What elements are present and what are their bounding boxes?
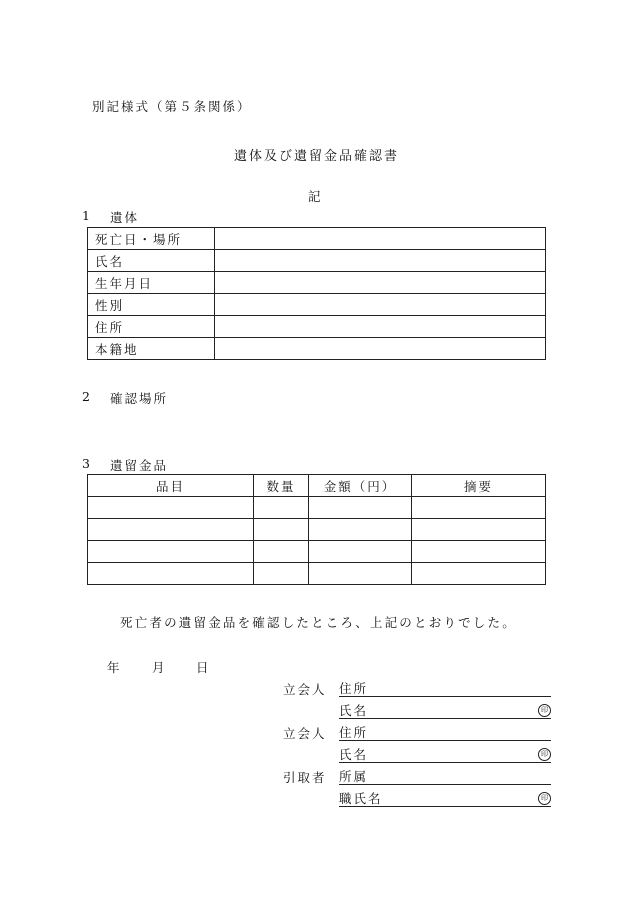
deceased-row-name — [88, 250, 546, 272]
cell-item[interactable] — [88, 497, 254, 519]
witness2-address-line[interactable] — [339, 723, 551, 741]
cell-amount[interactable] — [309, 541, 412, 563]
belongings-table — [87, 474, 546, 585]
receiver-role: 引取者 — [283, 770, 327, 785]
receiver-affiliation-label: 所属 — [339, 769, 369, 784]
label-name: 氏名 — [88, 250, 215, 272]
value-address[interactable] — [215, 316, 546, 338]
seal-mark-icon: 印 — [538, 748, 551, 761]
section1-heading: 遺体 — [110, 210, 140, 225]
witness2-name-line[interactable] — [339, 745, 551, 763]
form-reference: 別記様式（第５条関係） — [92, 99, 252, 114]
cell-remarks[interactable] — [412, 563, 546, 585]
cell-item[interactable] — [88, 541, 254, 563]
cell-item[interactable] — [88, 519, 254, 541]
section1-number: 1 — [82, 208, 90, 223]
deceased-row-birthdate — [88, 272, 546, 294]
value-domicile[interactable] — [215, 338, 546, 360]
witness1-address-line[interactable] — [339, 679, 551, 697]
col-item: 品目 — [88, 475, 254, 497]
col-amount: 金額（円） — [309, 475, 412, 497]
deceased-table — [87, 227, 546, 360]
date-month: 月 — [152, 660, 165, 675]
witness1-name-label: 氏名 — [339, 703, 369, 718]
witness2-name-label: 氏名 — [339, 747, 369, 762]
value-death-date-place[interactable] — [215, 228, 546, 250]
seal-mark-icon: 印 — [538, 704, 551, 717]
belongings-row — [88, 497, 546, 519]
deceased-row-domicile — [88, 338, 546, 360]
label-domicile: 本籍地 — [88, 338, 215, 360]
witness2-role: 立会人 — [283, 726, 327, 741]
value-name[interactable] — [215, 250, 546, 272]
belongings-header-row — [88, 475, 546, 497]
date-year: 年 — [107, 660, 120, 675]
label-sex: 性別 — [88, 294, 215, 316]
witness1-address-label: 住所 — [339, 681, 369, 696]
witness1-role: 立会人 — [283, 682, 327, 697]
deceased-row-address — [88, 316, 546, 338]
cell-remarks[interactable] — [412, 541, 546, 563]
col-quantity: 数量 — [254, 475, 309, 497]
belongings-row — [88, 519, 546, 541]
receiver-name-line[interactable] — [339, 789, 551, 807]
witness2-address-label: 住所 — [339, 725, 369, 740]
col-remarks: 摘要 — [412, 475, 546, 497]
cell-quantity[interactable] — [254, 497, 309, 519]
section2-heading: 確認場所 — [110, 391, 169, 406]
receiver-name-label: 職氏名 — [339, 791, 383, 806]
document-title: 遺体及び遺留金品確認書 — [234, 149, 400, 164]
cell-amount[interactable] — [309, 563, 412, 585]
cell-quantity[interactable] — [254, 541, 309, 563]
section3-number: 3 — [82, 456, 90, 471]
cell-quantity[interactable] — [254, 563, 309, 585]
section2-number: 2 — [82, 389, 90, 404]
belongings-row — [88, 541, 546, 563]
label-death-date-place: 死亡日・場所 — [88, 228, 215, 250]
belongings-row — [88, 563, 546, 585]
ki-label: 記 — [308, 189, 321, 204]
deceased-row-sex — [88, 294, 546, 316]
label-address: 住所 — [88, 316, 215, 338]
date-day: 日 — [196, 660, 209, 675]
deceased-row-death-date — [88, 228, 546, 250]
witness1-name-line[interactable] — [339, 701, 551, 719]
value-sex[interactable] — [215, 294, 546, 316]
label-birthdate: 生年月日 — [88, 272, 215, 294]
seal-mark-icon: 印 — [538, 792, 551, 805]
cell-amount[interactable] — [309, 519, 412, 541]
confirmation-statement: 死亡者の遺留金品を確認したところ、上記のとおりでした。 — [120, 615, 517, 630]
cell-quantity[interactable] — [254, 519, 309, 541]
cell-item[interactable] — [88, 563, 254, 585]
cell-remarks[interactable] — [412, 497, 546, 519]
section3-heading: 遺留金品 — [110, 458, 169, 473]
cell-amount[interactable] — [309, 497, 412, 519]
value-birthdate[interactable] — [215, 272, 546, 294]
receiver-affiliation-line[interactable] — [339, 767, 551, 785]
cell-remarks[interactable] — [412, 519, 546, 541]
